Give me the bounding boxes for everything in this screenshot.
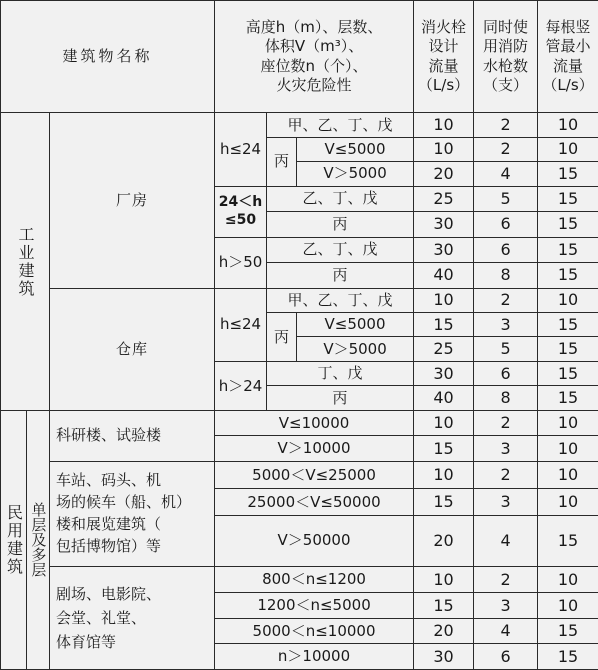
factory-height-2-line: ≤50	[224, 211, 257, 228]
header-flow-line: 流量	[428, 56, 459, 75]
header-pipe-line: 每根竖	[545, 17, 591, 36]
header-pipe-line: （L/s）	[542, 76, 594, 95]
design-flow: 10	[414, 113, 474, 137]
pipe-flow: 15	[538, 212, 598, 237]
header-param-line: 火灾危险性	[276, 76, 352, 95]
design-flow: 25	[414, 186, 474, 211]
header-guns-line: 用消防	[483, 37, 529, 56]
header-row	[1, 1, 598, 113]
volume-condition: V＞5000	[297, 337, 414, 361]
header-param-line: 高度h（m）、层数、	[245, 17, 383, 36]
volume-condition: 5000＜V≤25000	[215, 461, 414, 489]
pipe-flow: 15	[538, 263, 598, 288]
design-flow: 15	[414, 312, 474, 336]
research-building-name: 科研楼、试验楼	[50, 410, 215, 461]
header-building-name	[1, 1, 215, 113]
pipe-flow: 10	[538, 489, 598, 516]
hazard-class: 丙	[267, 137, 297, 186]
hazard-class: 丙	[267, 263, 414, 288]
pipe-flow: 10	[538, 436, 598, 461]
gun-count: 3	[474, 312, 538, 336]
pipe-flow: 10	[538, 566, 598, 593]
civil-subcategory: 单层及多层	[27, 410, 50, 669]
hazard-class: 乙、丁、戊	[267, 186, 414, 211]
design-flow: 20	[414, 515, 474, 566]
table-row	[1, 288, 598, 312]
gun-count: 5	[474, 337, 538, 361]
gun-count: 2	[474, 113, 538, 137]
header-building-name-text: 建筑物名称	[62, 46, 153, 65]
volume-condition: 25000＜V≤50000	[215, 489, 414, 516]
pipe-flow: 15	[538, 162, 598, 186]
design-flow: 15	[414, 593, 474, 618]
header-param-line: 座位数n（个）、	[260, 56, 368, 75]
factory-height-2	[215, 186, 267, 237]
design-flow: 30	[414, 237, 474, 262]
station-name-line: 场的候车（船、机）	[56, 493, 192, 512]
header-guns-line: 水枪数	[483, 56, 529, 75]
header-pipe-line: 管最小	[545, 37, 591, 56]
gun-count: 4	[474, 162, 538, 186]
hazard-class: 丙	[267, 312, 297, 361]
factory-height-1: h≤24	[215, 113, 267, 186]
table-row	[1, 566, 598, 593]
pipe-flow: 10	[538, 137, 598, 161]
header-design-flow	[414, 1, 474, 113]
station-building-name	[50, 461, 215, 566]
pipe-flow: 15	[538, 515, 598, 566]
hazard-class: 甲、乙、丁、戊	[267, 288, 414, 312]
hazard-class: 乙、丁、戊	[267, 237, 414, 262]
pipe-flow: 15	[538, 361, 598, 385]
gun-count: 2	[474, 410, 538, 435]
gun-count: 3	[474, 593, 538, 618]
warehouse-height-2: h＞24	[215, 361, 267, 410]
header-flow-line: 消火栓	[421, 17, 467, 36]
pipe-flow: 15	[538, 312, 598, 336]
table-row	[1, 410, 598, 435]
civil-category: 民用建筑	[1, 410, 27, 669]
header-simultaneous-guns	[474, 1, 538, 113]
table-row	[1, 461, 598, 489]
design-flow: 25	[414, 337, 474, 361]
volume-condition: V≤5000	[297, 137, 414, 161]
design-flow: 30	[414, 644, 474, 670]
industrial-category: 工业建筑	[1, 113, 50, 411]
seat-condition: 1200＜n≤5000	[215, 593, 414, 618]
warehouse-height-1: h≤24	[215, 288, 267, 361]
station-name-line: 车站、码头、机	[56, 471, 162, 490]
pipe-flow: 10	[538, 593, 598, 618]
design-flow: 30	[414, 361, 474, 385]
volume-condition: V≤5000	[297, 312, 414, 336]
gun-count: 8	[474, 386, 538, 410]
gun-count: 2	[474, 288, 538, 312]
design-flow: 40	[414, 386, 474, 410]
factory-height-3: h＞50	[215, 237, 267, 288]
warehouse-name: 仓库	[50, 288, 215, 410]
theater-name-line: 剧场、电影院、	[56, 584, 162, 603]
header-guns-line: 同时使	[483, 17, 529, 36]
design-flow: 20	[414, 618, 474, 643]
hazard-class: 丁、戊	[267, 361, 414, 385]
pipe-flow: 15	[538, 644, 598, 670]
volume-condition: V＞50000	[215, 515, 414, 566]
theater-building-name	[50, 566, 215, 669]
header-param-line: 体积V（m³）、	[264, 37, 364, 56]
gun-count: 6	[474, 212, 538, 237]
gun-count: 6	[474, 361, 538, 385]
gun-count: 2	[474, 566, 538, 593]
station-name-line: 包括博物馆）等	[56, 536, 162, 555]
pipe-flow: 15	[538, 618, 598, 643]
pipe-flow: 15	[538, 386, 598, 410]
gun-count: 4	[474, 618, 538, 643]
theater-name-line: 会堂、礼堂、	[56, 608, 147, 627]
gun-count: 2	[474, 137, 538, 161]
hazard-class: 丙	[267, 386, 414, 410]
gun-count: 6	[474, 237, 538, 262]
header-guns-line: （支）	[483, 76, 529, 95]
gun-count: 8	[474, 263, 538, 288]
theater-name-line: 体育馆等	[56, 632, 117, 651]
seat-condition: 800＜n≤1200	[215, 566, 414, 593]
design-flow: 20	[414, 162, 474, 186]
pipe-flow: 10	[538, 113, 598, 137]
pipe-flow: 15	[538, 186, 598, 211]
header-parameters	[215, 1, 414, 113]
table-row	[1, 113, 598, 137]
design-flow: 10	[414, 288, 474, 312]
pipe-flow: 15	[538, 337, 598, 361]
header-flow-line: （L/s）	[417, 76, 470, 95]
design-flow: 10	[414, 461, 474, 489]
design-flow: 30	[414, 212, 474, 237]
gun-count: 3	[474, 489, 538, 516]
gun-count: 2	[474, 461, 538, 489]
design-flow: 10	[414, 566, 474, 593]
factory-height-2-line: 24＜h	[218, 194, 263, 211]
pipe-flow: 15	[538, 237, 598, 262]
design-flow: 10	[414, 137, 474, 161]
hazard-class: 甲、乙、丁、戊	[267, 113, 414, 137]
pipe-flow: 10	[538, 410, 598, 435]
header-pipe-line: 流量	[553, 56, 584, 75]
pipe-flow: 10	[538, 461, 598, 489]
design-flow: 15	[414, 489, 474, 516]
volume-condition: V＞5000	[297, 162, 414, 186]
gun-count: 5	[474, 186, 538, 211]
design-flow: 15	[414, 436, 474, 461]
design-flow: 10	[414, 410, 474, 435]
volume-condition: V≤10000	[215, 410, 414, 435]
gun-count: 3	[474, 436, 538, 461]
pipe-flow: 10	[538, 288, 598, 312]
design-flow: 40	[414, 263, 474, 288]
header-flow-line: 设计	[428, 37, 459, 56]
seat-condition: n＞10000	[215, 644, 414, 670]
hazard-class: 丙	[267, 212, 414, 237]
seat-condition: 5000＜n≤10000	[215, 618, 414, 643]
header-pipe-min-flow	[538, 1, 598, 113]
station-name-line: 楼和展览建筑（	[56, 514, 162, 533]
gun-count: 4	[474, 515, 538, 566]
volume-condition: V＞10000	[215, 436, 414, 461]
gun-count: 6	[474, 644, 538, 670]
factory-name: 厂房	[50, 113, 215, 288]
